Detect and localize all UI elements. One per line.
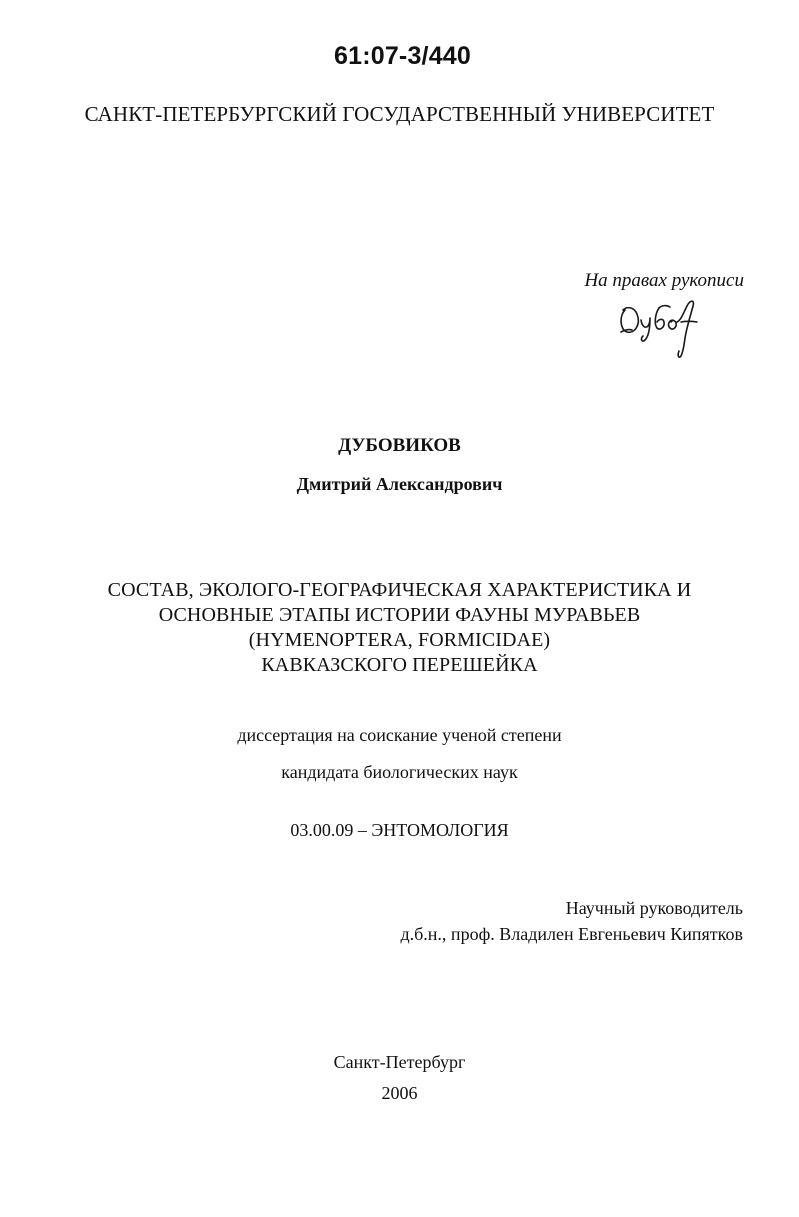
supervisor-label: Научный руководитель xyxy=(565,898,743,918)
university-name: САНКТ-ПЕТЕРБУРГСКИЙ ГОСУДАРСТВЕННЫЙ УНИВЕРСИТЕТ xyxy=(84,102,715,126)
author-surname: ДУБОВИКОВ xyxy=(338,435,461,456)
dissertation-title-line: КАВКАЗСКОГО ПЕРЕШЕЙКА xyxy=(261,654,538,676)
dissertation-title-line: СОСТАВ, ЭКОЛОГО-ГЕОГРАФИЧЕСКАЯ ХАРАКТЕРИСТИКА И xyxy=(107,579,692,601)
city: Санкт-Петербург xyxy=(333,1052,466,1072)
author-name: Дмитрий Александрович xyxy=(296,474,503,494)
catalog-number: 61:07-3/440 xyxy=(333,42,472,70)
degree-field: кандидата биологических наук xyxy=(281,762,518,782)
dissertation-title-line: ОСНОВНЫЕ ЭТАПЫ ИСТОРИИ ФАУНЫ МУРАВЬЕВ xyxy=(158,604,641,626)
dissertation-title-line: (HYMENOPTERA, FORMICIDAE) xyxy=(248,629,551,651)
year: 2006 xyxy=(381,1083,418,1103)
manuscript-note: На правах рукописи xyxy=(584,270,744,291)
degree-description: диссертация на соискание ученой степени xyxy=(237,725,562,745)
specialty-code: 03.00.09 – ЭНТОМОЛОГИЯ xyxy=(290,820,509,840)
supervisor-block xyxy=(400,895,743,947)
handwritten-signature xyxy=(615,296,711,360)
supervisor-name: д.б.н., проф. Владилен Евгеньевич Кипятков xyxy=(400,924,743,944)
